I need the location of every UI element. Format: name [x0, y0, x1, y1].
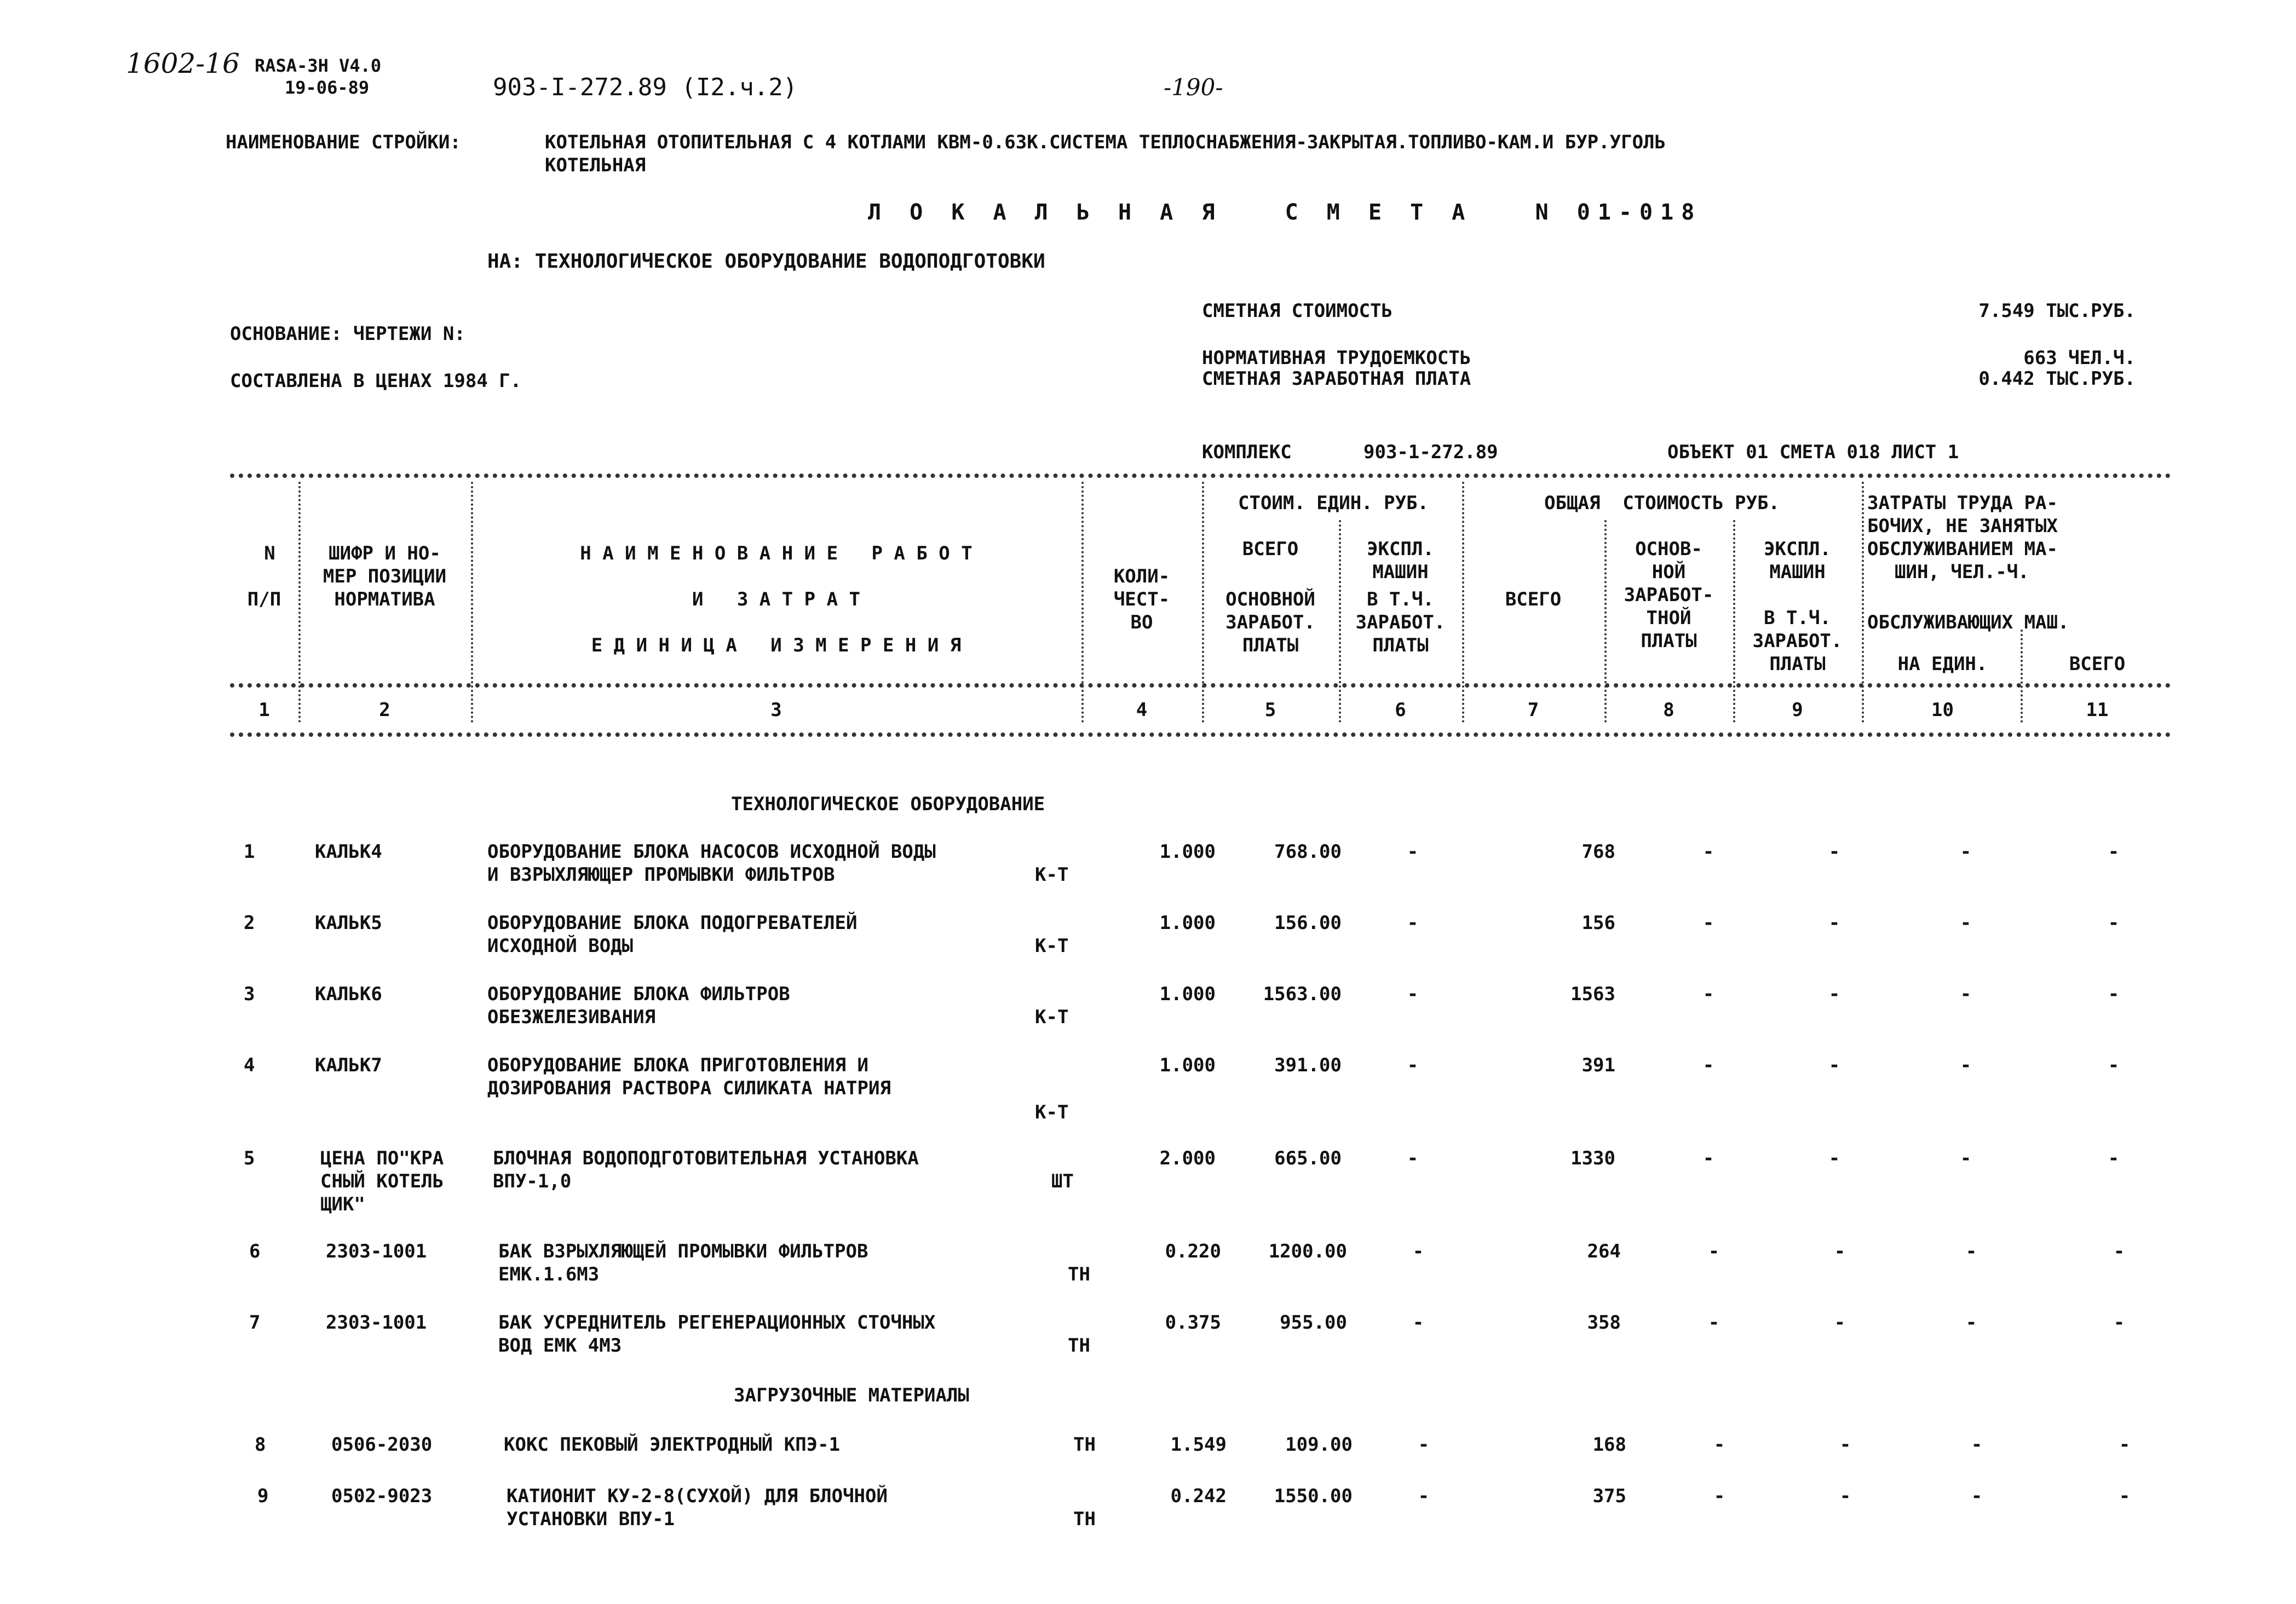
- row-code: СНЫЙ КОТЕЛЬ: [320, 1170, 444, 1192]
- row-mwage: -: [1834, 1240, 1846, 1262]
- row-wage: -: [1702, 841, 1714, 863]
- hdr-labor-e: ОБСЛУЖИВАЮЩИХ МАШ.: [1867, 611, 2069, 633]
- hdr-col9-a: ЭКСПЛ.: [1764, 538, 1831, 560]
- row-name: УСТАНОВКИ ВПУ-1: [507, 1508, 675, 1530]
- row-total: 1563: [1570, 983, 1615, 1005]
- row-wage: -: [1708, 1240, 1720, 1262]
- hdr-col9-e: ПЛАТЫ: [1769, 653, 1826, 675]
- hdr-col5-c: ЗАРАБОТ.: [1225, 611, 1315, 633]
- row-name: БАК УСРЕДНИТЕЛЬ РЕГЕНЕРАЦИОННЫХ СТОЧНЫХ: [498, 1312, 936, 1334]
- row-lab1: -: [1971, 1434, 1983, 1456]
- row-mwage: -: [1839, 1434, 1851, 1456]
- row-lab1: -: [1960, 1147, 1972, 1169]
- hdr-col6-c: В Т.Ч.: [1367, 588, 1434, 610]
- row-name: ВПУ-1,0: [493, 1170, 572, 1192]
- row-name: БЛОЧНАЯ ВОДОПОДГОТОВИТЕЛЬНАЯ УСТАНОВКА: [493, 1147, 919, 1169]
- page-number: -190-: [1164, 74, 1223, 101]
- row-total: 264: [1587, 1240, 1621, 1262]
- row-unit: ТН: [1073, 1508, 1096, 1530]
- estimate-title: Л О К А Л Ь Н А Я С М Е Т А N 01-018: [868, 200, 1702, 225]
- row-code: ЩИК": [320, 1193, 365, 1215]
- row-price: 665.00: [1274, 1147, 1342, 1169]
- row-n: 7: [249, 1312, 261, 1334]
- hdr-col4-a: КОЛИ-: [1113, 566, 1170, 587]
- row-code: КАЛЬК6: [315, 983, 382, 1005]
- row-price: 1563.00: [1263, 983, 1342, 1005]
- row-code: 2303-1001: [326, 1240, 427, 1262]
- hdr-col6-a: ЭКСПЛ.: [1367, 538, 1434, 560]
- col-separator: [471, 482, 473, 723]
- row-unit: К-Т: [1035, 935, 1069, 957]
- row-mach: -: [1407, 1147, 1419, 1169]
- col-separator: [298, 482, 301, 723]
- col-separator: [1462, 482, 1464, 723]
- row-wage: -: [1702, 1147, 1714, 1169]
- row-total: 168: [1592, 1434, 1626, 1456]
- col-separator: [1862, 482, 1864, 723]
- row-wage: -: [1713, 1434, 1725, 1456]
- row-mach: -: [1412, 1312, 1424, 1334]
- hdr-col2-c: НОРМАТИВА: [334, 588, 435, 610]
- row-wage: -: [1702, 983, 1714, 1005]
- row-lab1: -: [1960, 983, 1972, 1005]
- row-wage: -: [1702, 1054, 1714, 1076]
- construction-value-2: КОТЕЛЬНАЯ: [545, 154, 646, 176]
- hdr-col3-c: Е Д И Н И Ц А И З М Е Р Е Н И Я: [591, 634, 962, 656]
- colnum-4: 4: [1136, 699, 1148, 721]
- row-qty: 1.000: [1159, 1054, 1216, 1076]
- basis-label: ОСНОВАНИЕ: ЧЕРТЕЖИ N:: [230, 323, 465, 345]
- col-separator: [1604, 520, 1607, 723]
- colnum-6: 6: [1395, 699, 1406, 721]
- hdr-col6-e: ПЛАТЫ: [1372, 634, 1429, 656]
- row-mach: -: [1418, 1485, 1430, 1507]
- row-total: 768: [1581, 841, 1615, 863]
- hdr-col9-d: ЗАРАБОТ.: [1752, 630, 1843, 652]
- row-name: И ВЗРЫХЛЯЮЩЕР ПРОМЫВКИ ФИЛЬТРОВ: [487, 864, 835, 886]
- prices-label: СОСТАВЛЕНА В ЦЕНАХ 1984 Г.: [230, 370, 522, 392]
- hdr-col9-c: В Т.Ч.: [1764, 607, 1831, 629]
- hdr-col5-d: ПЛАТЫ: [1242, 634, 1299, 656]
- project-number: 903-I-272.89 (I2.ч.2): [493, 73, 798, 101]
- row-qty: 0.375: [1165, 1312, 1221, 1334]
- hdr-col6-b: МАШИН: [1372, 561, 1429, 583]
- row-name: БАК ВЗРЫХЛЯЮЩЕЙ ПРОМЫВКИ ФИЛЬТРОВ: [498, 1240, 868, 1262]
- col-separator: [1733, 520, 1735, 723]
- hdr-col2-b: МЕР ПОЗИЦИИ: [323, 566, 447, 587]
- row-total: 391: [1581, 1054, 1615, 1076]
- row-name: ЕМК.1.6М3: [498, 1263, 600, 1285]
- row-code: КАЛЬК7: [315, 1054, 382, 1076]
- row-qty: 1.000: [1159, 983, 1216, 1005]
- row-total: 375: [1592, 1485, 1626, 1507]
- row-mach: -: [1407, 841, 1419, 863]
- hdr-col4-c: ВО: [1130, 611, 1153, 633]
- hdr-col10: НА ЕДИН.: [1897, 653, 1988, 675]
- col-separator: [1339, 520, 1341, 723]
- row-mwage: -: [1828, 1054, 1840, 1076]
- row-lab1: -: [1965, 1312, 1977, 1334]
- row-lab2: -: [2108, 1147, 2120, 1169]
- row-mach: -: [1418, 1434, 1430, 1456]
- hdr-col6-d: ЗАРАБОТ.: [1355, 611, 1446, 633]
- section-tech: ТЕХНОЛОГИЧЕСКОЕ ОБОРУДОВАНИЕ: [731, 793, 1045, 815]
- col-separator: [1202, 482, 1204, 723]
- row-unit: К-Т: [1035, 1006, 1069, 1028]
- row-mwage: -: [1828, 983, 1840, 1005]
- row-code: 2303-1001: [326, 1312, 427, 1334]
- object-info: ОБЪЕКТ 01 СМЕТА 018 ЛИСТ 1: [1667, 441, 1959, 463]
- row-unit: ТН: [1068, 1263, 1090, 1285]
- labor-value: 663 ЧЕЛ.Ч.: [2023, 347, 2136, 369]
- row-n: 8: [255, 1434, 266, 1456]
- row-price: 109.00: [1285, 1434, 1353, 1456]
- row-n: 1: [244, 841, 255, 863]
- row-lab1: -: [1965, 1240, 1977, 1262]
- wage-value: 0.442 ТЫС.РУБ.: [1978, 368, 2136, 390]
- row-unit: К-Т: [1035, 864, 1069, 886]
- row-price: 1200.00: [1268, 1240, 1347, 1262]
- row-code: КАЛЬК4: [315, 841, 382, 863]
- colnum-3: 3: [770, 699, 782, 721]
- row-total: 358: [1587, 1312, 1621, 1334]
- hdr-labor-d: ШИН, ЧЕЛ.-Ч.: [1895, 561, 2029, 583]
- row-code: КАЛЬК5: [315, 912, 382, 934]
- row-mwage: -: [1839, 1485, 1851, 1507]
- hdr-col1-b: П/П: [247, 588, 281, 610]
- row-qty: 2.000: [1159, 1147, 1216, 1169]
- hdr-col8-c: ЗАРАБОТ-: [1624, 584, 1714, 606]
- row-lab2: -: [2113, 1312, 2125, 1334]
- colnum-9: 9: [1792, 699, 1803, 721]
- colnum-2: 2: [379, 699, 390, 721]
- row-mwage: -: [1828, 841, 1840, 863]
- table-rule-top: [230, 474, 2171, 478]
- colnum-10: 10: [1931, 699, 1954, 721]
- row-name: ОБЕЗЖЕЛЕЗИВАНИЯ: [487, 1006, 656, 1028]
- row-total: 1330: [1570, 1147, 1615, 1169]
- col-separator: [1081, 482, 1084, 723]
- hdr-col4-b: ЧЕСТ-: [1113, 588, 1170, 610]
- row-unit: ТН: [1068, 1335, 1090, 1357]
- row-name: ОБОРУДОВАНИЕ БЛОКА НАСОСОВ ИСХОДНОЙ ВОДЫ: [487, 841, 936, 863]
- wage-label: СМЕТНАЯ ЗАРАБОТНАЯ ПЛАТА: [1202, 368, 1471, 390]
- row-lab2: -: [2108, 983, 2120, 1005]
- row-n: 5: [244, 1147, 255, 1169]
- row-wage: -: [1713, 1485, 1725, 1507]
- hdr-col5-a: ВСЕГО: [1242, 538, 1299, 560]
- row-name: ИСХОДНОЙ ВОДЫ: [487, 935, 634, 957]
- row-mach: -: [1407, 983, 1419, 1005]
- hdr-col8-d: ТНОЙ: [1646, 607, 1691, 629]
- cost-value: 7.549 ТЫС.РУБ.: [1978, 300, 2136, 322]
- row-name: ВОД ЕМК 4М3: [498, 1335, 622, 1357]
- program-date: 19-06-89: [285, 77, 370, 98]
- construction-label: НАИМЕНОВАНИЕ СТРОЙКИ:: [226, 131, 461, 153]
- program-version: RASA-3H V4.0: [255, 55, 382, 76]
- hdr-labor-b: БОЧИХ, НЕ ЗАНЯТЫХ: [1867, 515, 2058, 537]
- row-qty: 1.549: [1170, 1434, 1227, 1456]
- hdr-col5-b: ОСНОВНОЙ: [1225, 588, 1315, 610]
- colnum-11: 11: [2086, 699, 2109, 721]
- row-lab1: -: [1960, 1054, 1972, 1076]
- colnum-5: 5: [1264, 699, 1276, 721]
- row-qty: 1.000: [1159, 912, 1216, 934]
- hdr-col11: ВСЕГО: [2069, 653, 2126, 675]
- row-qty: 1.000: [1159, 841, 1216, 863]
- hdr-col1-a: N: [264, 543, 275, 564]
- handwritten-code: 1602-16: [126, 48, 240, 79]
- row-mwage: -: [1834, 1312, 1846, 1334]
- row-price: 768.00: [1274, 841, 1342, 863]
- row-n: 6: [249, 1240, 261, 1262]
- hdr-labor-a: ЗАТРАТЫ ТРУДА РА-: [1867, 492, 2058, 514]
- row-mwage: -: [1828, 1147, 1840, 1169]
- section-loading: ЗАГРУЗОЧНЫЕ МАТЕРИАЛЫ: [734, 1384, 969, 1406]
- row-wage: -: [1708, 1312, 1720, 1334]
- row-mach: -: [1412, 1240, 1424, 1262]
- row-lab2: -: [2113, 1240, 2125, 1262]
- row-name: ОБОРУДОВАНИЕ БЛОКА ПРИГОТОВЛЕНИЯ И: [487, 1054, 868, 1076]
- complex-value: 903-1-272.89: [1363, 441, 1498, 463]
- row-lab2: -: [2108, 841, 2120, 863]
- hdr-col7: ВСЕГО: [1505, 588, 1562, 610]
- row-lab2: -: [2119, 1434, 2131, 1456]
- row-qty: 0.242: [1170, 1485, 1227, 1507]
- row-wage: -: [1702, 912, 1714, 934]
- row-qty: 0.220: [1165, 1240, 1221, 1262]
- row-unit: К-Т: [1035, 1101, 1069, 1123]
- row-price: 1550.00: [1274, 1485, 1353, 1507]
- row-price: 955.00: [1280, 1312, 1347, 1334]
- colnum-1: 1: [258, 699, 270, 721]
- row-n: 3: [244, 983, 255, 1005]
- table-rule-mid: [230, 683, 2171, 688]
- row-mach: -: [1407, 912, 1419, 934]
- row-n: 2: [244, 912, 255, 934]
- hdr-col9-b: МАШИН: [1769, 561, 1826, 583]
- row-mwage: -: [1828, 912, 1840, 934]
- hdr-col3-a: Н А И М Е Н О В А Н И Е Р А Б О Т: [580, 543, 973, 564]
- row-price: 391.00: [1274, 1054, 1342, 1076]
- row-lab1: -: [1960, 841, 1972, 863]
- col-separator: [2021, 630, 2023, 723]
- row-price: 156.00: [1274, 912, 1342, 934]
- row-lab2: -: [2119, 1485, 2131, 1507]
- hdr-labor-c: ОБСЛУЖИВАНИЕМ МА-: [1867, 538, 2058, 560]
- row-name: ОБОРУДОВАНИЕ БЛОКА ПОДОГРЕВАТЕЛЕЙ: [487, 912, 858, 934]
- row-name: КАТИОНИТ КУ-2-8(СУХОЙ) ДЛЯ БЛОЧНОЙ: [507, 1485, 888, 1507]
- colnum-7: 7: [1527, 699, 1539, 721]
- row-lab2: -: [2108, 912, 2120, 934]
- hdr-col3-b: И З А Т Р А Т: [692, 588, 861, 610]
- row-name: ДОЗИРОВАНИЯ РАСТВОРА СИЛИКАТА НАТРИЯ: [487, 1077, 891, 1099]
- row-name: ОБОРУДОВАНИЕ БЛОКА ФИЛЬТРОВ: [487, 983, 790, 1005]
- row-mach: -: [1407, 1054, 1419, 1076]
- colnum-8: 8: [1663, 699, 1674, 721]
- labor-label: НОРМАТИВНАЯ ТРУДОЕМКОСТЬ: [1202, 347, 1471, 369]
- row-n: 9: [257, 1485, 269, 1507]
- complex-label: КОМПЛЕКС: [1202, 441, 1292, 463]
- table-rule-bottom: [230, 732, 2171, 737]
- hdr-col2-a: ШИФР И НО-: [329, 543, 441, 564]
- hdr-unit-cost: СТОИМ. ЕДИН. РУБ.: [1238, 492, 1429, 514]
- estimate-subject: НА: ТЕХНОЛОГИЧЕСКОЕ ОБОРУДОВАНИЕ ВОДОПОДГОТОВКИ: [487, 250, 1045, 273]
- row-lab1: -: [1960, 912, 1972, 934]
- row-lab1: -: [1971, 1485, 1983, 1507]
- cost-label: СМЕТНАЯ СТОИМОСТЬ: [1202, 300, 1392, 322]
- row-code: 0502-9023: [331, 1485, 433, 1507]
- hdr-col8-b: НОЙ: [1651, 561, 1686, 583]
- row-unit: ШТ: [1051, 1170, 1074, 1192]
- row-name: КОКС ПЕКОВЫЙ ЭЛЕКТРОДНЫЙ КПЭ-1: [504, 1434, 841, 1456]
- hdr-col8-a: ОСНОВ-: [1635, 538, 1702, 560]
- row-code: 0506-2030: [331, 1434, 433, 1456]
- row-lab2: -: [2108, 1054, 2120, 1076]
- row-unit: ТН: [1073, 1434, 1096, 1456]
- row-code: ЦЕНА ПО"КРА: [320, 1147, 444, 1169]
- row-total: 156: [1581, 912, 1615, 934]
- hdr-total-cost: ОБЩАЯ СТОИМОСТЬ РУБ.: [1544, 492, 1780, 514]
- construction-value: КОТЕЛЬНАЯ ОТОПИТЕЛЬНАЯ С 4 КОТЛАМИ КВМ-0.63К.СИСТЕМА ТЕПЛОСНАБЖЕНИЯ-ЗАКРЫТАЯ.ТОПЛИВО-КАМ.И БУР.УГОЛЬ: [545, 131, 1666, 153]
- row-n: 4: [244, 1054, 255, 1076]
- hdr-col8-e: ПЛАТЫ: [1641, 630, 1697, 652]
